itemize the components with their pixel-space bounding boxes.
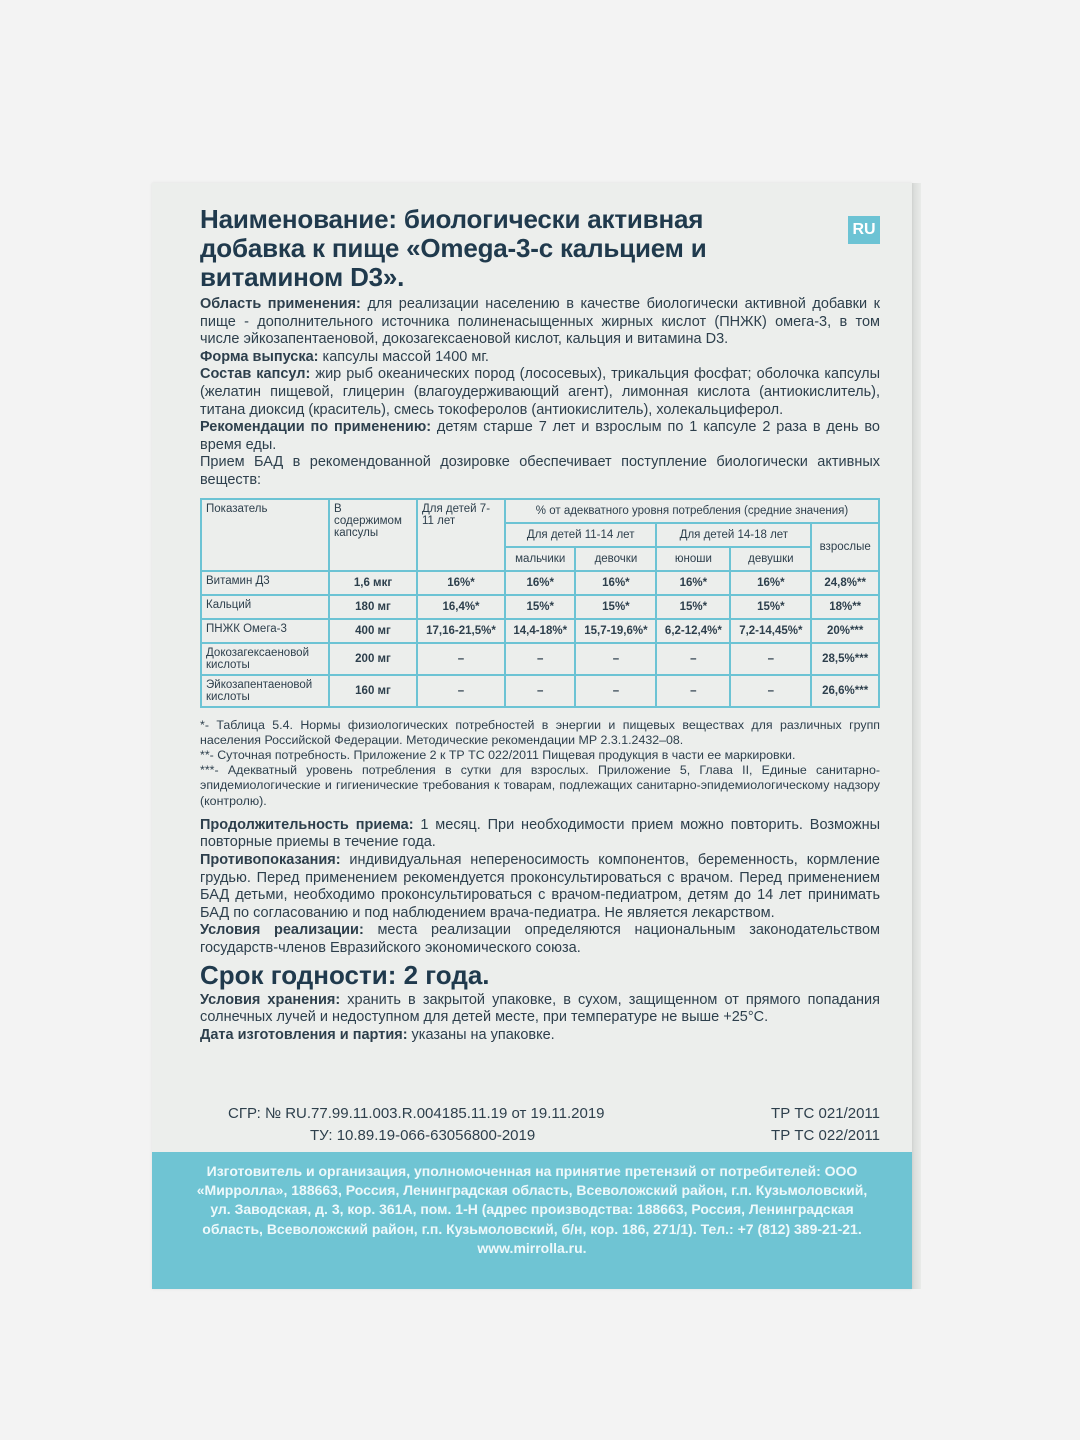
row-value: – [417,643,505,675]
row-value: 6,2-12,4%* [656,619,730,643]
row-indicator: Кальций [201,595,329,619]
table-row [201,643,879,675]
shelf-life: Срок годности: 2 года. [200,959,490,990]
row-content: 200 мг [329,643,417,675]
tu-number: ТУ: 10.89.19-066-63056800-2019 [310,1127,536,1144]
contraindications-label: Противопоказания: [200,851,341,868]
duration-label: Продолжительность приема: [200,816,414,833]
row-value: 15%* [505,595,575,619]
table-row [201,675,879,707]
scope-label: Область применения: [200,296,361,312]
duration-text: 1 месяц. При необходимости прием можно повторить. Возможны повторные приемы в течение года. [200,816,880,851]
label-content [200,205,880,1044]
manufacture-label: Дата изготовления и партия: [200,1026,408,1043]
contraindications-paragraph [200,852,880,922]
sale-text: места реализации определяются национальным законодательством государств-членов Евразийского экономического союза. [200,922,880,956]
language-badge: RU [848,216,880,244]
row-value: 16%* [575,571,656,595]
registration-row [200,1103,880,1125]
row-value: – [730,643,811,675]
row-indicator: Эйкозапентаеновой кислоты [201,675,329,707]
row-value: 16%* [730,571,811,595]
table-row [201,595,879,619]
row-value: 16%* [656,571,730,595]
table-row [201,619,879,643]
product-title: Наименование: биологически активная добавка к пище «Omega-3-с кальцием и витамином D3». [200,204,707,292]
row-value: 15%* [656,595,730,619]
header-content: В содержимом капсулы [329,499,417,571]
row-content: 160 мг [329,675,417,707]
header-maidens: девушки [730,547,811,571]
contraindications-text: индивидуальная непереносимость компонентов, беременность, кормление грудью. Перед применением рекомендуется проконсультироваться с врачом. Перед применением БАД детьми, необходимо проконсультироваться с врачом-педиатром, детям до 14 лет принимать БАД по согласованию и под наблюдением врача-педиатра. Не является лекарством. [200,851,880,921]
form-paragraph [200,349,880,367]
row-value: 14,4-18%* [505,619,575,643]
row-value: 7,2-14,45%* [730,619,811,643]
nutrient-table [200,498,880,708]
row-value: 20%*** [811,619,879,643]
header-adults: взрослые [811,523,879,571]
footnotes [200,718,880,809]
sgr-number: СГР: № RU.77.99.11.003.R.004185.11.19 от 19.11.2019 [228,1105,605,1122]
row-value: 15,7-19,6%* [575,619,656,643]
composition-text: жир рыб океанических пород (лососевых), трикальция фосфат; оболочка капсулы (желатин пищевой, глицерин (влагоудерживающий агент), лимонная кислота (антиокислитель), титана диоксид (краситель), смесь токоферолов (антиокислитель), холекальциферол. [200,366,880,418]
box-side-edge [912,183,921,1289]
row-value: 15%* [730,595,811,619]
footnote: **- Суточная потребность. Приложение 2 к ТР ТС 022/2011 Пищевая продукция в части ее маркировки. [200,747,796,762]
storage-paragraph [200,992,880,1027]
sale-label: Условия реализации: [200,922,364,939]
header-girls: девочки [575,547,656,571]
header-indicator: Показатель [201,499,329,571]
row-value: – [656,643,730,675]
row-value: 17,16-21,5%* [417,619,505,643]
row-content: 1,6 мкг [329,571,417,595]
row-content: 180 мг [329,595,417,619]
header-youths: юноши [656,547,730,571]
header-percent: % от адекватного уровня потребления (средние значения) [505,499,879,523]
row-value: 28,5%*** [811,643,879,675]
manufacturer-text: Изготовитель и организация, уполномоченная на принятие претензий от потребителей: ООО «Мирролла», 188663, Россия, Ленинградская область, Всеволожский район, г.п. Кузьмоловский, ул. Заводская, д. 3, кор. 361А, пом. 1-Н (адрес производства: 188663, Россия, Ленинградская область, Всеволожский район, г.п. Кузьмоловский, б/н, кор. 186, 271/1). Тел.: +7 (812) 389-21-21. www.mirrolla.ru. [196,1163,868,1256]
form-text: капсулы массой 1400 мг. [318,348,489,365]
registration-block [200,1103,880,1147]
tr-ts-022: ТР ТС 022/2011 [771,1127,880,1144]
manufacturer-footer [152,1152,912,1289]
row-value: 18%** [811,595,879,619]
storage-text: хранить в закрытой упаковке, в сухом, защищенном от прямого попадания солнечных лучей и недоступном для детей месте, при температуре не выше +25°C. [200,991,880,1026]
product-box [152,183,912,1289]
table-row [201,571,879,595]
header-kids-14-18: Для детей 14-18 лет [656,523,811,547]
row-value: 16%* [505,571,575,595]
registration-row [200,1125,880,1147]
footnote: *- Таблица 5.4. Нормы физиологических потребностей в энергии и пищевых веществах для различных групп населения Российской Федерации. Методические рекомендации МР 2.3.1.2432–08. [200,717,880,747]
header-boys: мальчики [505,547,575,571]
recommendations-text: детям старше 7 лет и взрослым по 1 капсуле 2 раза в день во время еды. [200,419,880,453]
header-kids-7-11: Для детей 7-11 лет [417,499,505,571]
row-content: 400 мг [329,619,417,643]
row-value: – [417,675,505,707]
row-value: – [505,675,575,707]
row-indicator: Докозагексаеновой кислоты [201,643,329,675]
manufacture-text: указаны на упаковке. [407,1026,555,1043]
row-value: 15%* [575,595,656,619]
sale-paragraph [200,922,880,957]
row-indicator: ПНЖК Омега-3 [201,619,329,643]
row-indicator: Витамин Д3 [201,571,329,595]
tr-ts-021: ТР ТС 021/2011 [771,1105,880,1122]
recommendations-label: Рекомендации по применению: [200,419,432,436]
row-value: – [505,643,575,675]
intake-note: Прием БАД в рекомендованной дозировке обеспечивает поступление биологически активных веществ: [200,454,880,488]
row-value: 16%* [417,571,505,595]
duration-paragraph [200,817,880,852]
recommendations-paragraph [200,419,880,454]
row-value: – [656,675,730,707]
row-value: 16,4%* [417,595,505,619]
row-value: – [575,675,656,707]
composition-label: Состав капсул: [200,366,311,383]
row-value: – [575,643,656,675]
composition-paragraph [200,366,880,419]
row-value: – [730,675,811,707]
footnote: ***- Адекватный уровень потребления в сутки для взрослых. Приложение 5, Глава II, Единые санитарно-эпидемиологические и гигиенические требования к товарам, подлежащих санитарно-эпидемиологическому надзору (контролю). [200,763,880,808]
scope-text: для реализации населению в качестве биологически активной добавки к пище - дополнительного источника полиненасыщенных жирных кислот (ПНЖК) омега-3, в том числе эйкозапентаеновой, докозагексаеновой кислот, кальция и витамина D3. [200,296,880,348]
manufacture-paragraph [200,1027,880,1045]
row-value: 24,8%** [811,571,879,595]
scope-paragraph [200,296,880,349]
row-value: 26,6%*** [811,675,879,707]
header-kids-11-14: Для детей 11-14 лет [505,523,656,547]
form-label: Форма выпуска: [200,348,319,365]
storage-label: Условия хранения: [200,991,341,1008]
